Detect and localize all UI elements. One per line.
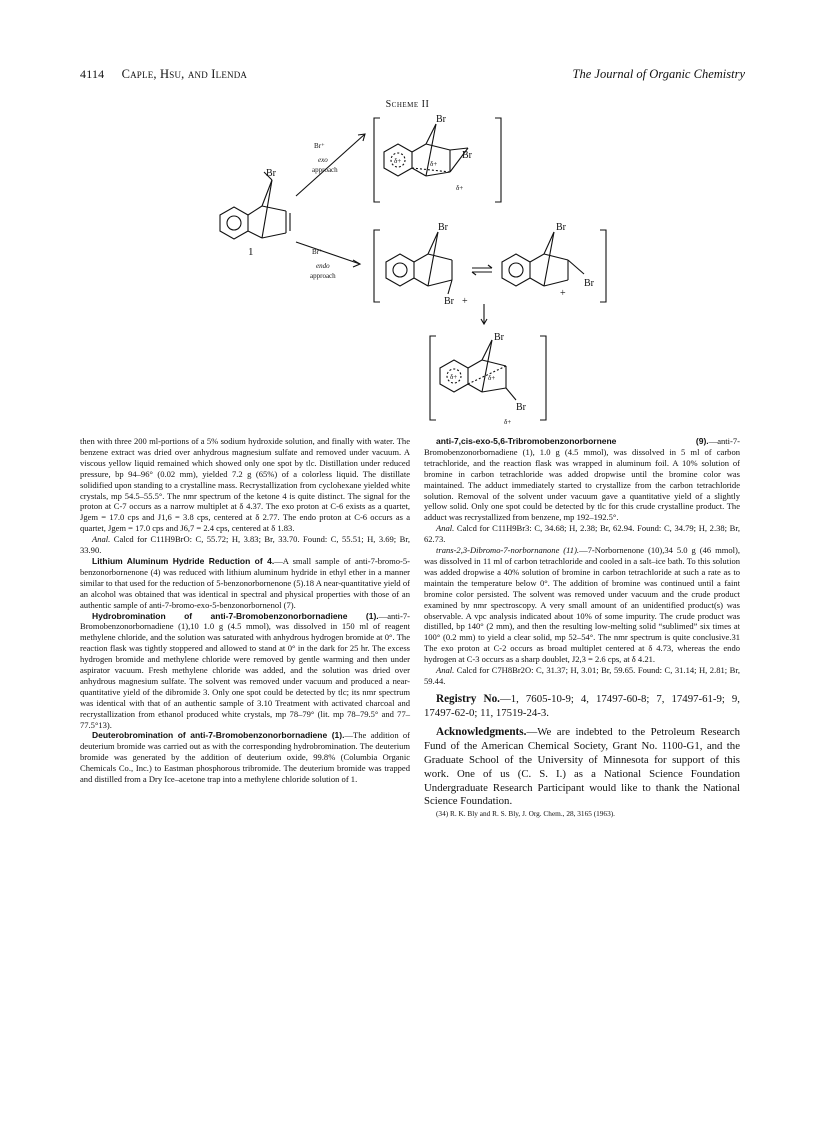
exo-br-top: Br (436, 114, 446, 125)
running-authors: Caple, Hsu, and Ilenda (121, 67, 248, 81)
exo-bromonium-structure (384, 124, 468, 176)
section-dibromonorbornanone: trans-2,3-Dibromo-7-norbornanone (11).—7-Norbornenone (10),34 5.0 g (46 mmol), was dissolved in 11 ml of carbon tetrachloride and cooled in a salt–ice bath. To this solution was added dropwise a 40% solution of bromine in carbon tetrachloride at such a rate as to maintain the temperature below 0°. The addition of bromine was continued until a faint bromine color persisted. The solvent was removed under vacuum and the crude product examined by nmr spectroscopy. A very small amount of an unidentified product(s) was observable. A vpc analysis indicated about 10% of some impurity. The crude product was distilled, bp 140° (2 mm), and then the resulting low-melting solid “sublimed” six times at 100° (0.2 mm) to yield a clear solid, mp 52–54°. The nmr spectrum is quite conclusive.31 The exo proton at C-2 occurs as broad multiplet centered at δ 4.73, whereas the endo hydrogen at C-3 occurs as a sharp doublet, J2,3 = 2.6 cps, at δ 4.21. (424, 545, 741, 665)
exo-reagent: Br⁺ (314, 142, 325, 150)
endo-a-br-bottom: Br (444, 296, 454, 307)
paragraph-ketone-workup: then with three 200 ml-portions of a 5% sodium hydroxide solution, and finally with water. The benzene extract was dried over anhydrous magnesium sulfate and removed under vacuum. A viscous yellow liquid remained which showed only one spot by tlc. Distillation under reduced pressure, bp 94–96° (0.02 mm), yielded 7.2 g (65%) of a colorless liquid. The distillate solidified upon standing to a crystalline mass. Recrystallization from cyclohexane yielded white crystals, mp 54.5–55.5°. The nmr spectrum of the ketone 4 is quite distinct. The signal for the proton at C-7 occurs as a narrow multiplet at δ 4.37. The exo proton at C-6 exists as a quartet, Jgem = 17.0 cps and J1,6 = 3.8 cps, centered at δ 2.77. The endo proton at C-6 occurs as a quartet, Jgem = 17.0 cps and J6,7 = 2.4 cps, centered at δ 1.83. (80, 436, 410, 534)
endo-reagent: Br⁺ (312, 248, 323, 256)
ion-delta-ring: δ+ (450, 373, 458, 381)
section-heading: Lithium Aluminum Hydride Reduction of 4. (92, 555, 275, 566)
right-column (424, 436, 740, 820)
ion-br-top: Br (494, 332, 504, 343)
page-number: 4114 (80, 67, 105, 81)
left-column (80, 436, 410, 785)
nonclassical-ion-structure (440, 340, 516, 400)
section-heading: anti-7,cis-exo-5,6-Tribromobenzonorbornene (9). (436, 436, 709, 446)
exo-delta-bottom: δ+ (456, 184, 464, 192)
acknowledgments: Acknowledgments.—We are indebted to the Petroleum Research Fund of the American Chemical Society, Grant No. 1100-G1, and the Graduate School of the University of Minnesota for support of this work. One of us (C. S. I.) as a National Science Foundation Undergraduate Research Participant would like to thank the National Science Foundation. (424, 726, 740, 808)
analysis-ketone: Anal. Calcd for C11H9BrO: C, 55.72; H, 3.83; Br, 33.70. Found: C, 55.51; H, 3.69; Br, 33.90. (80, 534, 410, 556)
ion-delta-bottom: δ+ (504, 418, 512, 426)
endo-b-br-side: Br (584, 278, 594, 289)
analysis-tribromide: Anal. Calcd for C11H9Br3: C, 34.68; H, 2.38; Br, 62.94. Found: C, 34.79; H, 2.38; Br, 62.73. (424, 523, 740, 545)
compound-1-structure (220, 172, 290, 239)
ion-delta-center: δ+ (488, 374, 496, 382)
endo-cation-a-structure (386, 232, 452, 294)
endo-b-br-top: Br (556, 222, 566, 233)
endo-a-plus: + (462, 296, 468, 307)
endo-cation-b-structure (502, 232, 584, 286)
ion-br-bottom: Br (516, 402, 526, 413)
exo-delta-ring: δ+ (394, 157, 402, 165)
exo-delta-center: δ+ (430, 160, 438, 168)
exo-br-bridge: Br (462, 150, 472, 161)
exo-label: exo (318, 156, 328, 164)
scheme-title: Scheme II (385, 99, 430, 110)
endo-b-plus: + (560, 288, 566, 299)
acknowledgments-heading: Acknowledgments. (436, 726, 527, 739)
registry-numbers: Registry No.—1, 7605-10-9; 4, 17497-60-8; 7, 17497-61-9; 9, 17497-62-0; 11, 17519-24-3. (424, 692, 741, 719)
reaction-scheme (200, 110, 640, 430)
section-tribromide: anti-7,cis-exo-5,6-Tribromobenzonorbornene (9).—anti-7-Bromobenzonorbornadiene (1), 1.0 g (4.5 mmol), was dissolved in 5 ml of carbon tetrachloride, and the reaction flask was wrapped in aluminum foil. A 10% solution of bromine in carbon tetrachloride was added dropwise until the bromine color was maintained. The adduct immediately started to crystallize from the carbon tetrachloride solution. Removal of the solvent under vacuum gave a quantitative yield of a slightly yellow solid. Only one spot could be detected by tlc for this crude crystalline product. The adduct was recrystallized from benzene, mp 192–192.5°. (424, 436, 740, 523)
endo-a-br-top: Br (438, 222, 448, 233)
footnote-34: (34) R. K. Bly and R. S. Bly, J. Org. Chem., 28, 3165 (1963). (436, 809, 615, 819)
registry-heading: Registry No. (436, 692, 500, 705)
section-deuterobromination: Deuterobromination of anti-7-Bromobenzonorbornadiene (1).—The addition of deuterium bromide was carried out as with the corresponding hydrobromination. The deuterium bromide was generated by the addition of deuterium oxide, 99.8% (Columbia Organic Chemicals Co., Inc.) to Eastman phosphorous tribromide. The deuterium bromide was trapped and distilled from a Dry Ice–acetone trap into a methylene chloride solution of 1. (80, 730, 410, 785)
compound-1-br: Br (266, 168, 276, 179)
section-heading: Hydrobromination of anti-7-Bromobenzonorbornadiene (1). (92, 610, 379, 621)
section-hydrobromination: Hydrobromination of anti-7-Bromobenzonorbornadiene (1).—anti-7-Bromobenzonorbornadiene (1),10 1.0 g (4.5 mmol), was dissolved in 150 ml of reagent methylene chloride, and the solution was saturated with anhydrous hydrogen bromide at 0°. The reaction flask was tightly stoppered and allowed to stand at 0° in the dark for 25 hr. The excess hydrogen bromide and methylene chloride were removed by gentle warming and then under aspirator vacuum. Fresh methylene chloride was added, and the solution was dried over anhydrous magnesium sulfate. The solvent was removed under vacuum and produced a near-quantitative yield of the dibromide 3. Only one spot could be detected by tlc; its nmr spectrum was identical with that of an authentic sample of 3.10 Treatment with activated charcoal and recrystallization from ethanol produced white crystals, mp 78–79° (lit. mp 78–79.5° and 77–77.5°13). (80, 610, 410, 730)
journal-title: The Journal of Organic Chemistry (572, 67, 745, 81)
section-heading: Deuterobromination of anti-7-Bromobenzonorbornadiene (1). (92, 730, 345, 741)
analysis-dibromide: Anal. Calcd for C7H8Br2O: C, 31.37; H, 3.01; Br, 59.65. Found: C, 31.14; H, 2.81; Br, 59.44. (424, 665, 740, 686)
endo-label: endo (316, 262, 330, 270)
section-heading: trans-2,3-Dibromo-7-norbornanone (11). (436, 545, 580, 556)
endo-approach-label: approach (310, 272, 336, 280)
section-lah-reduction: Lithium Aluminum Hydride Reduction of 4.—A small sample of anti-7-bromo-5-benzonorbornenone (4) was reduced with lithium aluminum hydride in ethyl ether in a manner similar to that used for the reduction of 5-benzonorbornenone (5).18 A near-quantitative yield of an alcohol was obtained that was identical in spectral and physical properties with those of an authentic sample of anti-7-bromo-exo-5-benzonorbornenol (7). (80, 555, 411, 610)
exo-approach-label: approach (312, 166, 338, 174)
running-header-left (80, 67, 247, 82)
compound-1-label: 1 (248, 246, 254, 258)
